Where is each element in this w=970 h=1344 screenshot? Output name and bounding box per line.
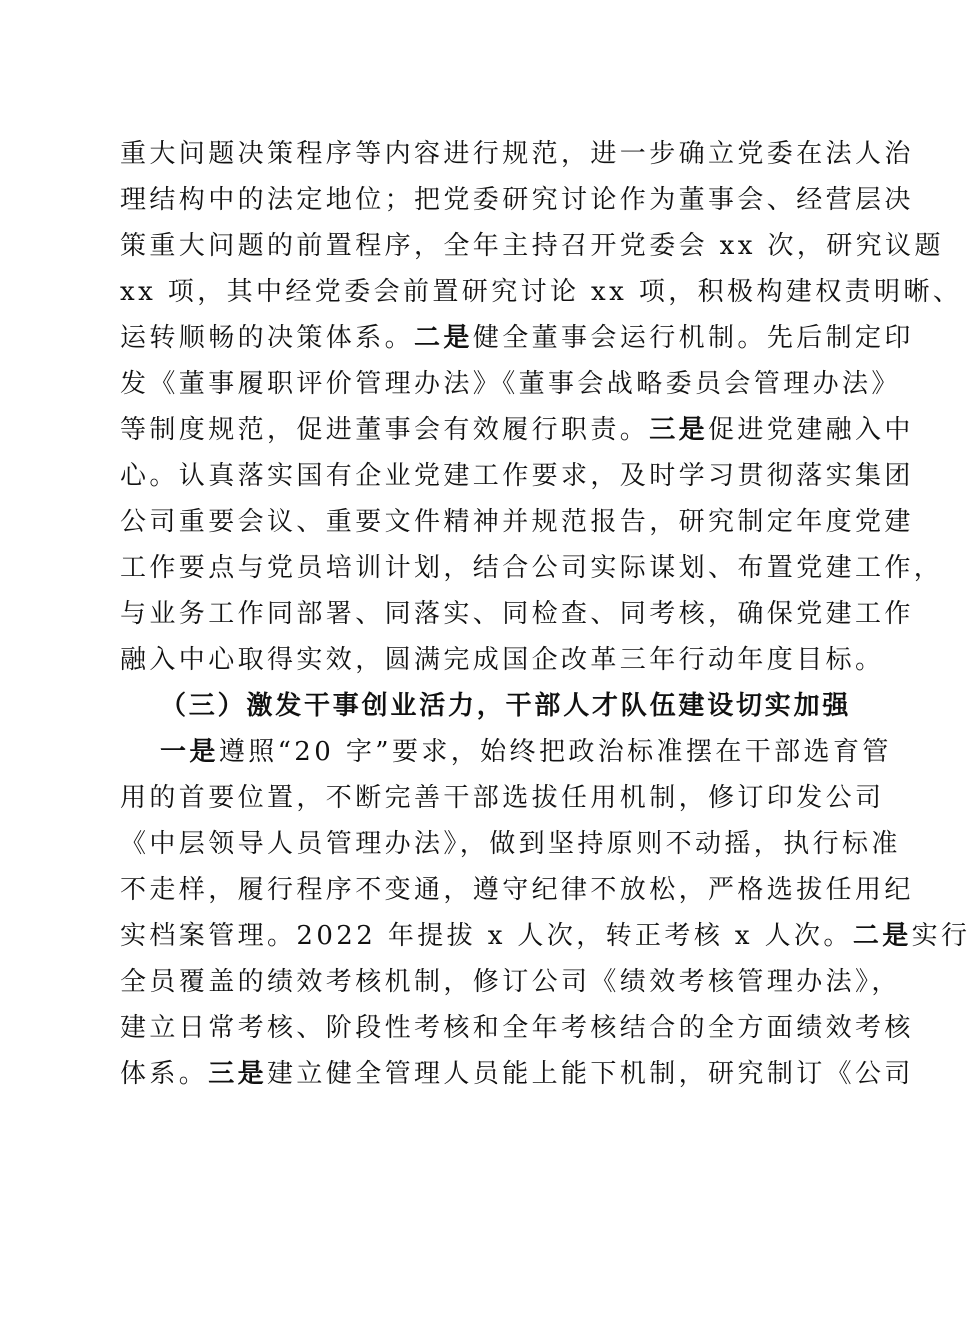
text-run: 体系。 <box>120 1059 209 1089</box>
text-run: 运转顺畅的决策体系。 <box>120 323 415 353</box>
body-line <box>160 732 892 772</box>
body-line <box>120 410 914 450</box>
body-line: 发《董事履职评价管理办法》《董事会战略委员会管理办法》 <box>120 369 901 399</box>
body-line <box>120 1054 914 1094</box>
text-run: 促进党建融入中 <box>708 415 914 445</box>
body-line: 《中层领导人员管理办法》，做到坚持原则不动摇，执行标准 <box>120 829 901 859</box>
body-line <box>120 916 970 956</box>
text-run: 等制度规范，促进董事会有效履行职责。 <box>120 415 650 445</box>
body-line: xx 项，其中经党委会前置研究讨论 xx 项，积极构建权责明晰、 <box>120 277 963 307</box>
body-line: 策重大问题的前置程序，全年主持召开党委会 xx 次，研究议题 <box>120 231 944 261</box>
body-line: 与业务工作同部署、同落实、同检查、同考核，确保党建工作 <box>120 599 914 629</box>
emphasis-keyword: 一是 <box>160 737 219 767</box>
body-line: 工作要点与党员培训计划，结合公司实际谋划、布置党建工作， <box>120 553 944 583</box>
emphasis-keyword: 二是 <box>852 921 912 951</box>
body-line: 重大问题决策程序等内容进行规范，进一步确立党委在法人治 <box>120 139 914 169</box>
emphasis-keyword: 二是 <box>414 323 473 353</box>
text-run: 建立健全管理人员能上能下机制，研究制订《公司 <box>267 1059 914 1089</box>
body-line: 不走样，履行程序不变通，遵守纪律不放松，严格选拔任用纪 <box>120 875 914 905</box>
body-line: 全员覆盖的绩效考核机制，修订公司《绩效考核管理办法》， <box>120 967 901 997</box>
body-line: 理结构中的法定地位；把党委研究讨论作为董事会、经营层决 <box>120 185 914 215</box>
section-heading: （三）激发干事创业活力，干部人才队伍建设切实加强 <box>160 691 852 721</box>
emphasis-keyword: 三是 <box>208 1059 268 1089</box>
body-line: 心。认真落实国有企业党建工作要求，及时学习贯彻落实集团 <box>120 461 914 491</box>
body-line: 公司重要会议、重要文件精神并规范报告，研究制定年度党建 <box>120 507 914 537</box>
body-line: 用的首要位置，不断完善干部选拔任用机制，修订印发公司 <box>120 783 885 813</box>
body-line: 建立日常考核、阶段性考核和全年考核结合的全方面绩效考核 <box>120 1013 914 1043</box>
text-run: 实档案管理。2022 年提拔 x 人次，转正考核 x 人次。 <box>120 921 853 951</box>
text-run: 遵照“20 字”要求，始终把政治标准摆在干部选育管 <box>218 737 892 767</box>
text-run: 实行 <box>911 921 970 951</box>
text-run: 健全董事会运行机制。先后制定印 <box>472 323 914 353</box>
body-line: 融入中心取得实效，圆满完成国企改革三年行动年度目标。 <box>120 645 885 675</box>
emphasis-keyword: 三是 <box>649 415 709 445</box>
body-line <box>120 318 914 358</box>
